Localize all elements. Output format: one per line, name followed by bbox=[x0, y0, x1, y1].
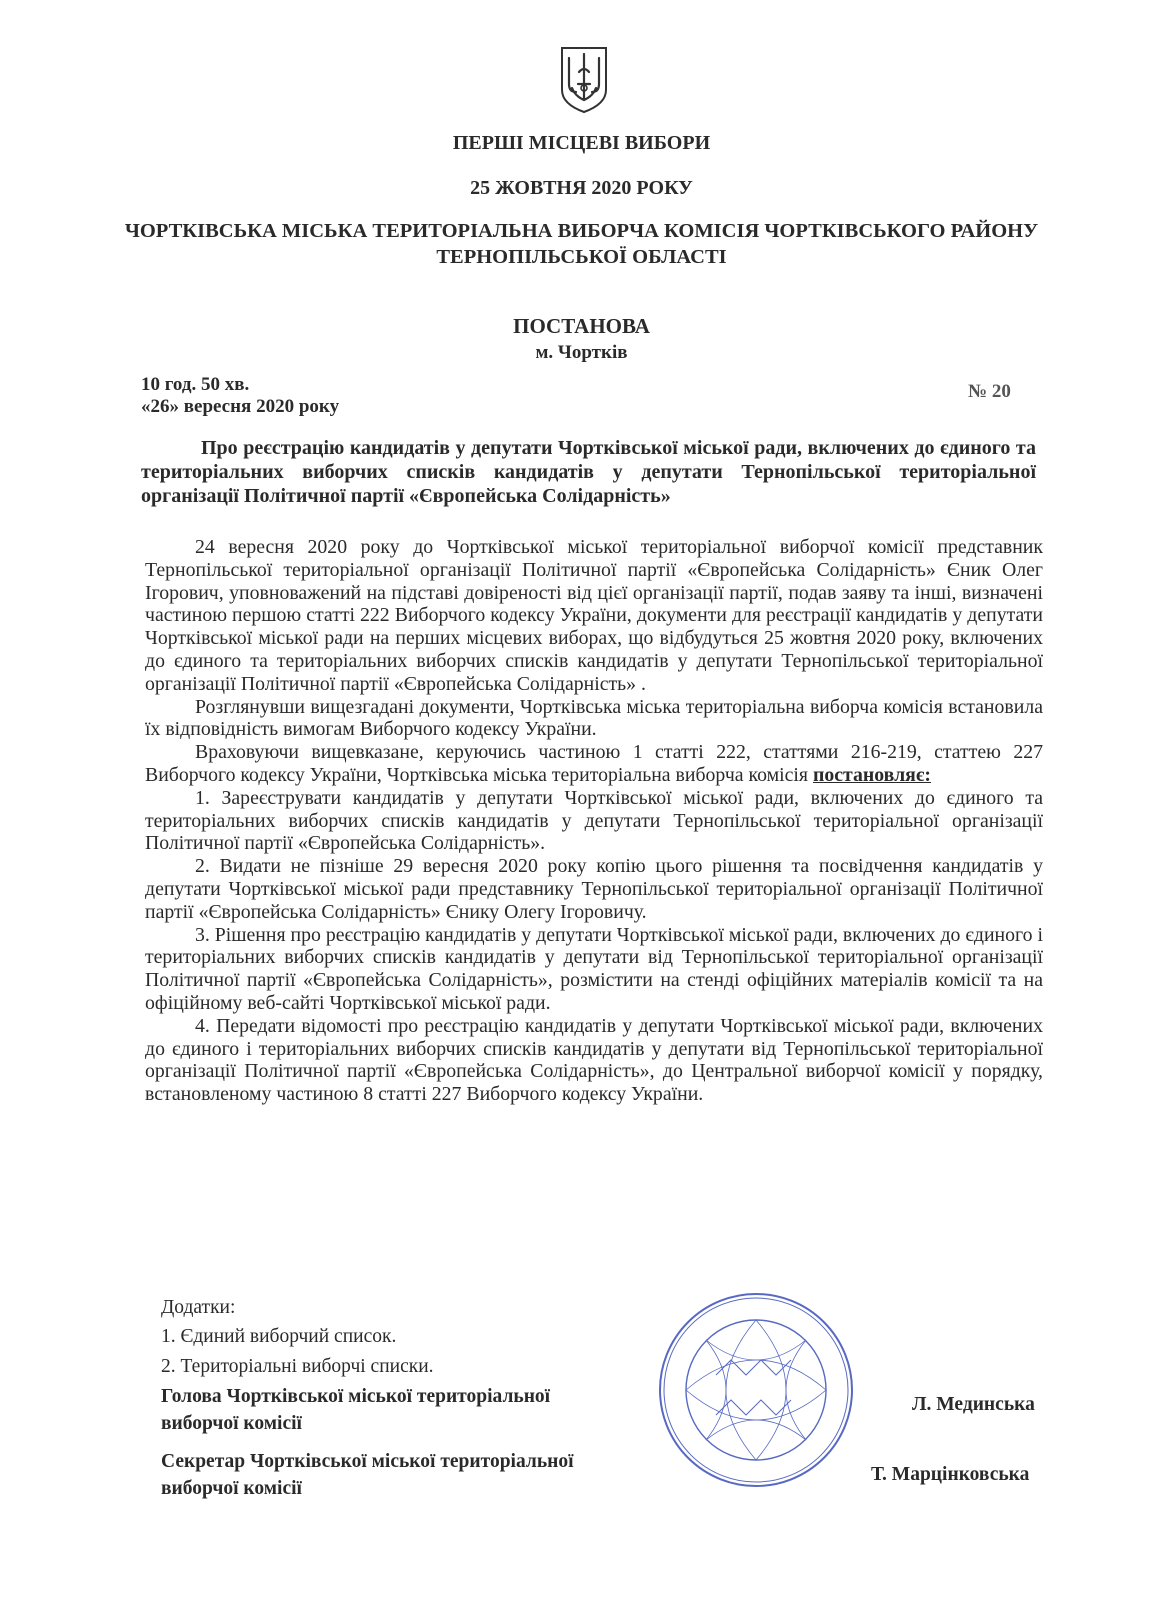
document-type: ПОСТАНОВА bbox=[513, 314, 650, 338]
secretary-name: Т. Марцінковська bbox=[871, 1464, 1030, 1485]
decision-item-1: 1. Зареєструвати кандидатів у депутати Чортківської міської ради, включених до єдиного та територіальних виборчих списків кандидатів у депутати Тернопільської територіальної організації Політичної партії «Європейська Солідарність». bbox=[145, 786, 1043, 855]
election-date: 25 ЖОВТНЯ 2020 РОКУ bbox=[470, 177, 693, 199]
document-date: «26» вересня 2020 року bbox=[141, 396, 340, 417]
appendix-item-1: 1. Єдиний виборчий список. bbox=[161, 1326, 397, 1347]
body-paragraph-2: Розглянувши вищезгадані документи, Чортківська міська територіальна виборча комісія встановила їх відповідність вимогам Виборчого кодексу України. bbox=[145, 695, 1043, 741]
document-body bbox=[145, 536, 1043, 1106]
document-time: 10 год. 50 хв. bbox=[141, 374, 250, 395]
document-subject: Про реєстрацію кандидатів у депутати Чортківської міської ради, включених до єдиного та територіальних виборчих списків кандидатів у депутати Тернопільської територіальної організації Політичної партії «Європейська Солідарність» bbox=[141, 437, 1036, 507]
secretary-role: Секретар Чортківської міської територіальної виборчої комісії bbox=[161, 1451, 574, 1499]
decision-item-2: 2. Видати не пізніше 29 вересня 2020 року копію цього рішення та посвідчення кандидатів у депутати Чортківської міської ради представнику Тернопільської територіальної організації Політичної партії «Європейська Солідарність» Єнику Олегу Ігоровичу. bbox=[145, 855, 1043, 923]
election-title: ПЕРШІ МІСЦЕВІ ВИБОРИ bbox=[452, 132, 711, 154]
commission-name: ЧОРТКІВСЬКА МІСЬКА ТЕРИТОРІАЛЬНА ВИБОРЧА КОМІСІЯ ЧОРТКІВСЬКОГО РАЙОНУ ТЕРНОПІЛЬСЬКОЇ ОБЛАСТІ bbox=[124, 220, 1039, 268]
chair-role: Голова Чортківської міської територіальної виборчої комісії bbox=[161, 1386, 551, 1434]
official-stamp bbox=[656, 1290, 856, 1490]
document-city: м. Чортків bbox=[535, 342, 628, 363]
decision-item-3: 3. Рішення про реєстрацію кандидатів у депутати Чортківської міської ради, включених до єдиного і територіальних виборчих списків кандидатів у депутати від Тернопільської територіальної організації Політичної партії «Європейська Солідарність», розмістити на стенді офіційних матеріалів комісії та на офіційному веб-сайті Чортківської міської ради. bbox=[145, 923, 1043, 1014]
body-paragraph-3 bbox=[145, 741, 1043, 787]
chair-name: Л. Мединська bbox=[912, 1394, 1035, 1415]
appendix-item-2: 2. Територіальні виборчі списки. bbox=[161, 1356, 434, 1377]
body-paragraph-1: 24 вересня 2020 року до Чортківської міської територіальної виборчої комісії представник Тернопільської територіальної організації Політичної партії «Європейська Солідарність» Єник Олег Ігорович, уповноважений на підставі довіреності від цієї організації партії, подав заяву та інші, визначені частиною першою статті 222 Виборчого кодексу України, документи для реєстрації кандидатів у депутати Чортківської міської ради на перших місцевих виборах, що відбудуться 25 жовтня 2020 року, включених до єдиного та територіальних виборчих списків кандидатів у депутати Тернопільської територіальної організації Політичної партії «Європейська Солідарність» . bbox=[145, 536, 1043, 695]
body-paragraph-3-text: Враховуючи вищевказане, керуючись частиною 1 статті 222, статтями 216-219, статтею 227 Виборчого кодексу України, Чортківська міська територіальна виборча комісія bbox=[145, 741, 1043, 786]
decides-keyword: постановляє: bbox=[812, 763, 932, 786]
decision-item-4: 4. Передати відомості про реєстрацію кандидатів у депутати Чортківської міської ради, включених до єдиного і територіальних виборчих списків кандидатів у депутати від Тернопільської територіальної організації Політичної партії «Європейська Солідарність», до Центральної виборчої комісії у порядку, встановленому частиною 8 статті 227 Виборчого кодексу України. bbox=[145, 1014, 1043, 1106]
appendix-title: Додатки: bbox=[161, 1297, 236, 1318]
document-number: № 20 bbox=[968, 381, 1011, 402]
trident-coat-of-arms-icon bbox=[559, 44, 609, 114]
